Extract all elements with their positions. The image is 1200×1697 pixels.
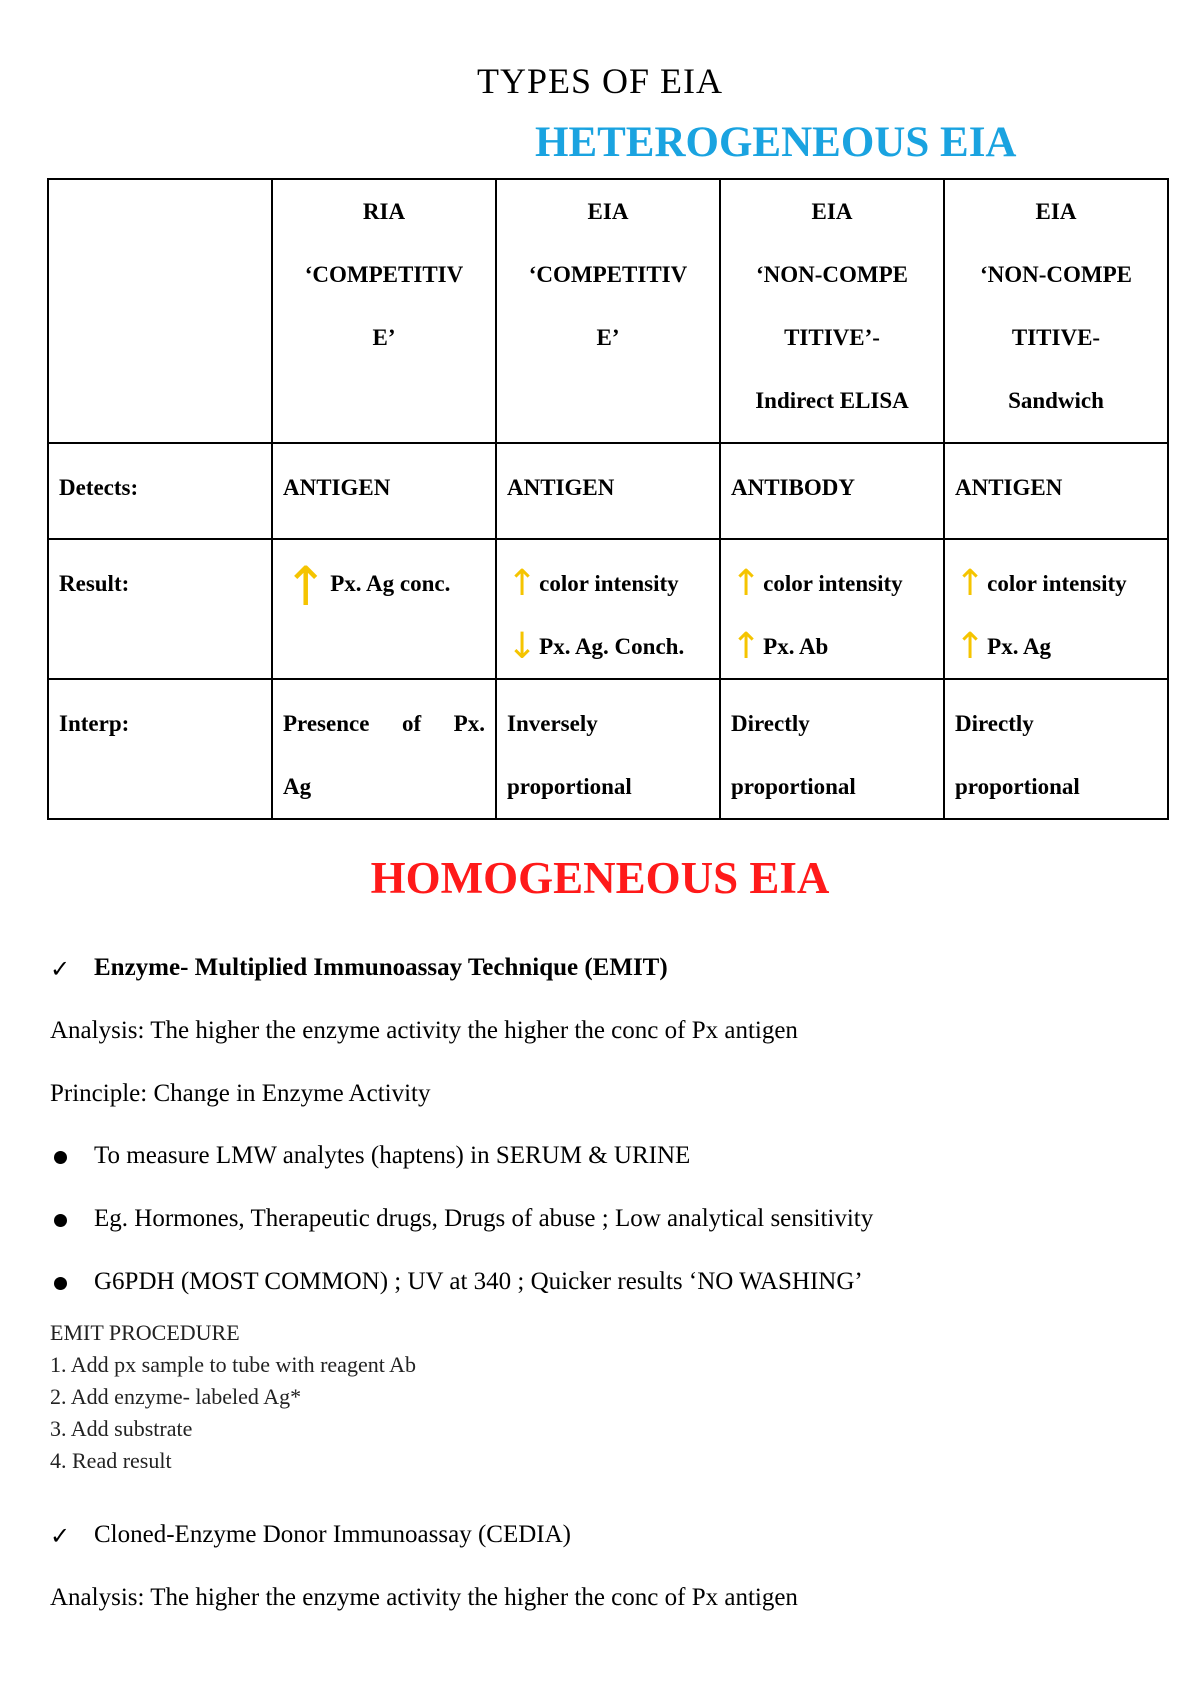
cedia-heading: Cloned-Enzyme Donor Immunoassay (CEDIA) <box>94 1521 571 1548</box>
arrow-up-icon: ↑ <box>283 555 329 618</box>
interp-cell: Directly proportional <box>720 679 944 819</box>
table-row-detects <box>48 443 1168 539</box>
emit-bullet: To measure LMW analytes (haptens) in SERUM & URINE <box>94 1142 691 1169</box>
row-label-detects: Detects: <box>48 443 272 539</box>
arrow-up-icon: ↑ <box>955 626 986 667</box>
header-eia-indirect-elisa: EIA ‘NON-COMPE TITIVE’- Indirect ELISA <box>720 179 944 443</box>
table-header-row <box>48 179 1168 443</box>
bullet-icon <box>54 1214 67 1227</box>
interp-cell: Presence of Px. Ag <box>272 679 496 819</box>
cedia-analysis: Analysis: The higher the enzyme activity the higher the conc of Px antigen <box>50 1584 798 1611</box>
emit-heading: Enzyme- Multiplied Immunoassay Technique (EMIT) <box>94 954 668 981</box>
arrow-down-icon: ↓ <box>507 626 538 667</box>
header-eia-competitive: EIA ‘COMPETITIV E’ <box>496 179 720 443</box>
heterogeneous-title: HETEROGENEOUS EIA <box>535 119 1017 166</box>
emit-bullet: Eg. Hormones, Therapeutic drugs, Drugs of abuse ; Low analytical sensitivity <box>94 1205 874 1232</box>
homogeneous-title: HOMOGENEOUS EIA <box>370 853 830 903</box>
table-row-interp <box>48 679 1168 819</box>
procedure-step: 4. Read result <box>50 1448 172 1473</box>
document-title: TYPES OF EIA <box>476 61 724 101</box>
header-eia-sandwich: EIA ‘NON-COMPE TITIVE- Sandwich <box>944 179 1168 443</box>
detects-cell: ANTIGEN <box>496 443 720 539</box>
detects-cell: ANTIGEN <box>272 443 496 539</box>
interp-cell: Inversely proportional <box>496 679 720 819</box>
arrow-up-icon: ↑ <box>731 563 762 604</box>
row-label-interp: Interp: <box>48 679 272 819</box>
checkmark-icon: ✓ <box>50 955 71 983</box>
result-cell: ↑color intensity ↑Px. Ag <box>944 539 1168 679</box>
arrow-up-icon: ↑ <box>507 563 538 604</box>
detects-cell: ANTIGEN <box>944 443 1168 539</box>
procedure-step: 1. Add px sample to tube with reagent Ab <box>50 1352 416 1377</box>
bullet-icon <box>54 1277 67 1290</box>
result-cell: ↑color intensity ↑Px. Ab <box>720 539 944 679</box>
table-row-result <box>48 539 1168 679</box>
checkmark-icon: ✓ <box>50 1522 71 1550</box>
arrow-up-icon: ↑ <box>731 626 762 667</box>
result-cell: ↑Px. Ag conc. <box>272 539 496 679</box>
interp-cell: Directly proportional <box>944 679 1168 819</box>
arrow-up-icon: ↑ <box>955 563 986 604</box>
bullet-icon <box>54 1151 67 1164</box>
eia-comparison-table <box>47 178 1169 820</box>
detects-cell: ANTIBODY <box>720 443 944 539</box>
emit-procedure-title: EMIT PROCEDURE <box>50 1320 240 1345</box>
emit-bullet: G6PDH (MOST COMMON) ; UV at 340 ; Quicker results ‘NO WASHING’ <box>94 1268 863 1295</box>
procedure-step: 2. Add enzyme- labeled Ag* <box>50 1384 302 1409</box>
header-ria-competitive: RIA ‘COMPETITIV E’ <box>272 179 496 443</box>
row-label-result: Result: <box>48 539 272 679</box>
procedure-step: 3. Add substrate <box>50 1416 193 1441</box>
emit-principle: Principle: Change in Enzyme Activity <box>50 1080 431 1107</box>
emit-analysis: Analysis: The higher the enzyme activity the higher the conc of Px antigen <box>50 1017 798 1044</box>
result-cell: ↑color intensity ↓Px. Ag. Conch. <box>496 539 720 679</box>
table-corner-cell <box>48 179 272 443</box>
